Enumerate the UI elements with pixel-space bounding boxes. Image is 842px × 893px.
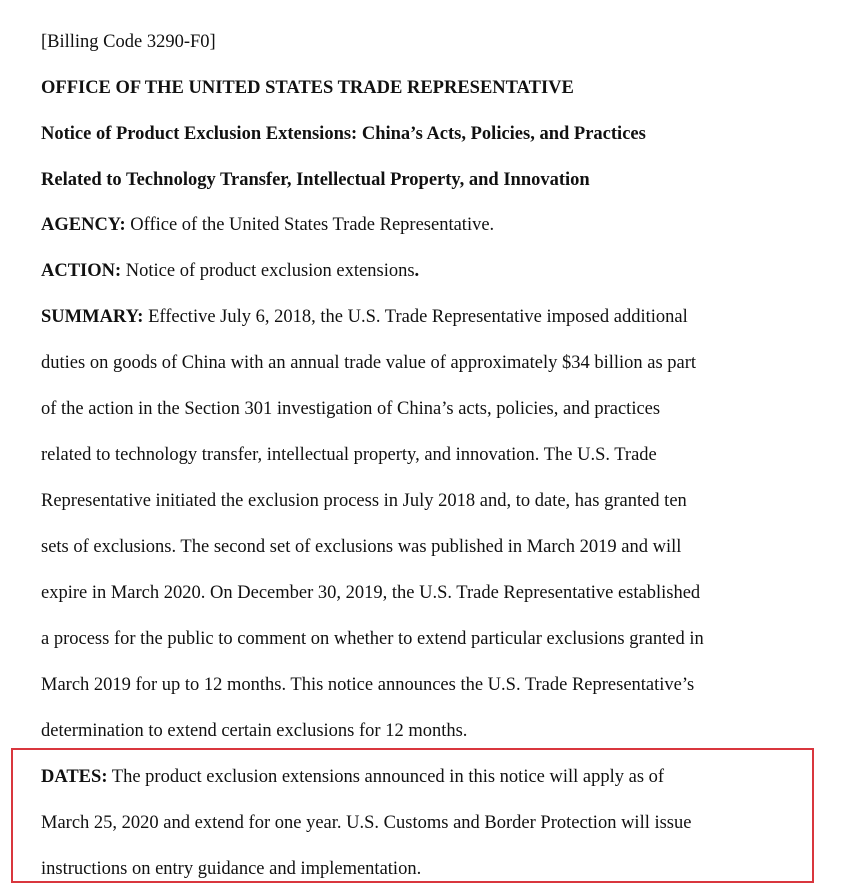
summary-line: determination to extend certain exclusions for 12 months. [41,721,468,741]
summary-line: duties on goods of China with an annual trade value of approximately $34 billion as part [41,353,697,373]
summary-line-1 [41,306,688,328]
summary-line: March 2019 for up to 12 months. This notice announces the U.S. Trade Representative’s [41,675,695,695]
action-line [41,260,419,282]
dates-line-1 [41,766,664,788]
summary-line: sets of exclusions. The second set of exclusions was published in March 2019 and will [41,537,682,557]
action-label: ACTION: [41,261,122,281]
summary-line: Representative initiated the exclusion process in July 2018 and, to date, has granted ten [41,491,687,511]
agency-line [41,214,494,236]
agency-text: Office of the United States Trade Representative. [125,215,495,235]
office-heading: OFFICE OF THE UNITED STATES TRADE REPRESENTATIVE [41,78,574,98]
summary-first-line: Effective July 6, 2018, the U.S. Trade Representative imposed additional [143,307,688,327]
summary-label: SUMMARY: [41,307,144,327]
action-period: . [414,261,420,281]
summary-line: a process for the public to comment on whether to extend particular exclusions granted in [41,629,704,649]
notice-title-line-1: Notice of Product Exclusion Extensions: China’s Acts, Policies, and Practices [41,124,646,144]
dates-label: DATES: [41,767,108,787]
dates-line: March 25, 2020 and extend for one year. U.S. Customs and Border Protection will issue [41,813,692,833]
notice-title-line-2: Related to Technology Transfer, Intellectual Property, and Innovation [41,170,590,190]
agency-label: AGENCY: [41,215,126,235]
billing-code: [Billing Code 3290-F0] [41,32,216,52]
summary-line: related to technology transfer, intellectual property, and innovation. The U.S. Trade [41,445,657,465]
dates-line: instructions on entry guidance and implementation. [41,859,422,879]
action-text: Notice of product exclusion extensions [121,261,415,281]
summary-line: of the action in the Section 301 investigation of China’s acts, policies, and practices [41,399,661,419]
summary-line: expire in March 2020. On December 30, 2019, the U.S. Trade Representative established [41,583,701,603]
dates-first-line: The product exclusion extensions announced in this notice will apply as of [107,767,665,787]
